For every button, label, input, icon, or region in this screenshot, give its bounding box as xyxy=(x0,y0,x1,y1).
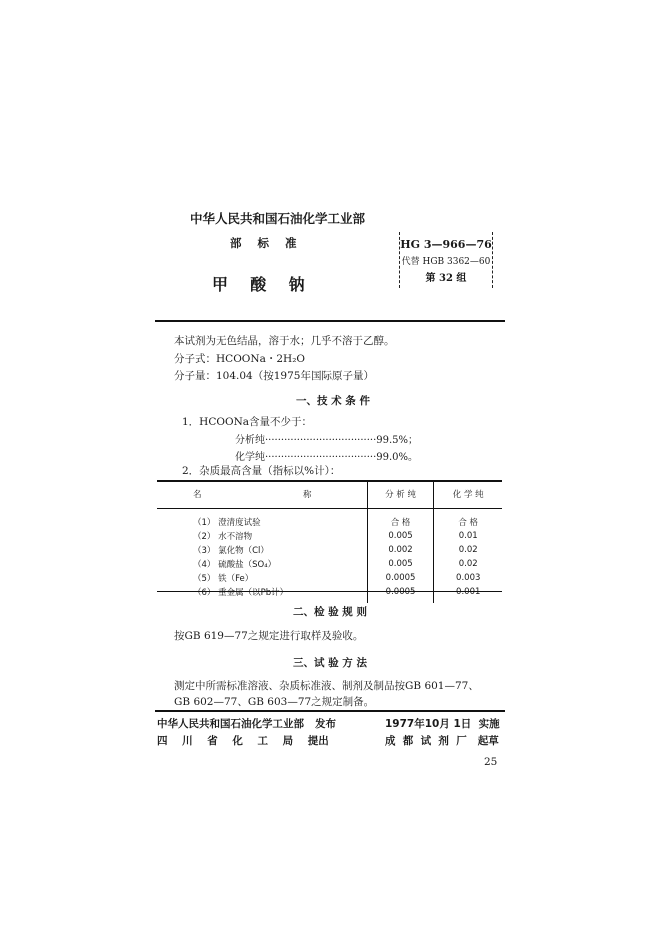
header-chemical-pure: 化 学 纯 xyxy=(434,480,502,509)
table-row xyxy=(157,557,502,571)
analytical-value: 0.002 xyxy=(367,543,434,557)
header-name-char: 名 xyxy=(193,490,202,500)
test-method-text-line1: 测定中所需标准溶液、杂质标准液、制剂及制品按GB 601—77、 xyxy=(174,680,479,692)
table-header-row xyxy=(157,480,502,509)
header-name-char: 称 xyxy=(303,490,312,500)
group-number: 第 32 组 xyxy=(425,273,467,284)
impurity-heading: 2．杂质最高含量（指标以%计）： xyxy=(182,465,341,477)
header-analytical-pure: 分 析 纯 xyxy=(367,480,434,509)
molecular-weight: 分子量：104.04（按1975年国际原子量） xyxy=(174,370,374,382)
table-row xyxy=(157,509,502,530)
standard-type: 部 标 准 xyxy=(230,236,297,250)
impurity-name: （3） 氯化物（Cl） xyxy=(193,546,269,556)
impurity-name: （6） 重金属（以Pb计） xyxy=(193,588,289,598)
footer-rule xyxy=(155,710,505,712)
analytical-grade-line: 分析纯···································99.5%； xyxy=(235,435,419,446)
section3-heading: 三、试 验 方 法 xyxy=(293,657,367,669)
table-row xyxy=(157,543,502,557)
chemical-grade-line: 化学纯···································99.0%。 xyxy=(235,452,419,463)
analytical-value: 0.005 xyxy=(367,557,434,571)
chemical-value: 0.02 xyxy=(434,557,502,571)
molecular-formula: 分子式：HCOONa・2H₂O xyxy=(174,353,306,365)
effective-date-line: 1977年10月 1日 实施 xyxy=(385,718,500,730)
proposer-line: 四 川 省 化 工 局 提出 xyxy=(157,735,329,747)
analytical-value: 0.005 xyxy=(367,529,434,543)
analytical-value: 0.0005 xyxy=(367,585,434,603)
section2-heading: 二、检 验 规 则 xyxy=(293,606,367,618)
table-row xyxy=(157,571,502,585)
impurity-table xyxy=(157,480,502,603)
section1-heading: 一、技 术 条 件 xyxy=(296,395,370,407)
header-rule xyxy=(155,320,505,322)
impurity-name: （1） 澄清度试验 xyxy=(193,518,261,528)
test-method-text-line2: GB 602—77、GB 603—77之规定制备。 xyxy=(174,696,375,708)
drafter-line: 成 都 试 剂 厂 起草 xyxy=(385,735,499,747)
chemical-value: 0.003 xyxy=(434,571,502,585)
page-title: 甲 酸 钠 xyxy=(212,275,305,294)
description-text: 本试剂为无色结晶，溶于水；几乎不溶于乙醇。 xyxy=(174,335,395,347)
page-number: 25 xyxy=(484,756,498,768)
table-bottom-rule xyxy=(157,591,502,592)
impurity-name: （5） 铁（Fe） xyxy=(193,574,254,584)
inspection-rules-text: 按GB 619—77之规定进行取样及验收。 xyxy=(174,630,364,642)
standard-code: HG 3—966—76 xyxy=(400,238,492,251)
ministry-name: 中华人民共和国石油化学工业部 xyxy=(190,211,366,226)
header-name-col xyxy=(157,480,367,509)
issuer-line: 中华人民共和国石油化学工业部 发布 xyxy=(157,718,336,730)
chemical-value: 0.01 xyxy=(434,529,502,543)
replaces-code: 代替 HGB 3362—60 xyxy=(401,257,491,267)
table-row xyxy=(157,529,502,543)
standard-code-box xyxy=(399,232,493,288)
analytical-value: 0.0005 xyxy=(367,571,434,585)
content-requirement: 1．HCOONa含量不少于： xyxy=(182,416,313,428)
chemical-value: 合 格 xyxy=(434,509,502,530)
impurity-name: （2） 水不溶物 xyxy=(193,532,253,542)
chemical-value: 0.02 xyxy=(434,543,502,557)
impurity-name: （4） 硫酸盐（SO₄） xyxy=(193,560,277,570)
analytical-value: 合 格 xyxy=(367,509,434,530)
table-row xyxy=(157,585,502,603)
chemical-value: 0.001 xyxy=(434,585,502,603)
